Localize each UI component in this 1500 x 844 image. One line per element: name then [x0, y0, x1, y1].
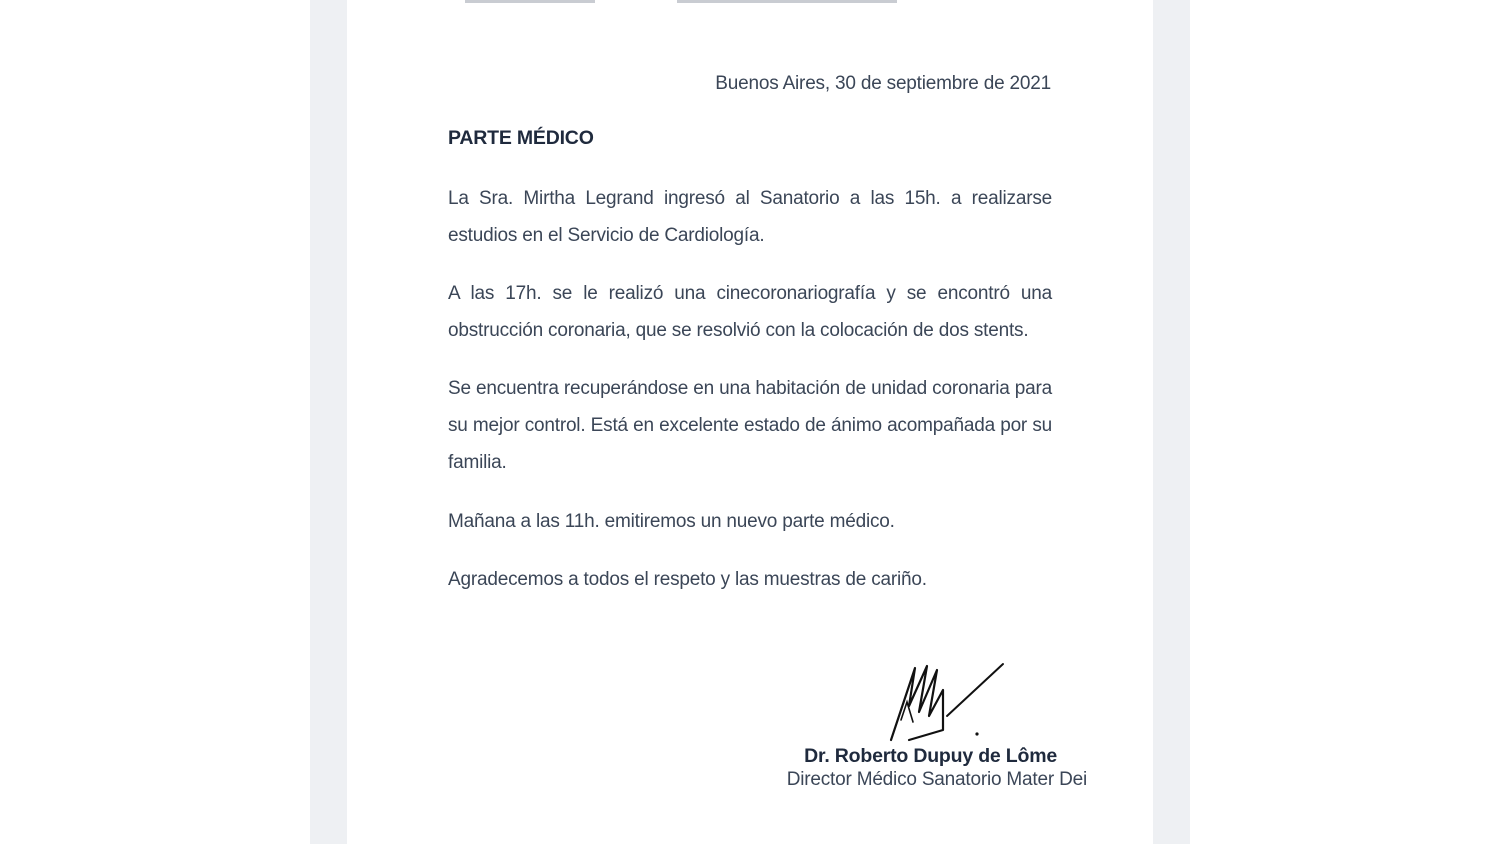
signatory-name: Dr. Roberto Dupuy de Lôme	[804, 745, 1057, 767]
letter-date: Buenos Aires, 30 de septiembre de 2021	[715, 73, 1051, 94]
paragraph: A las 17h. se le realizó una cinecoronariografía y se encontró una obstrucción coronaria, que se resolvió con la colocación de dos stents.	[448, 283, 1052, 341]
letterhead-remnant	[677, 0, 897, 3]
paragraph: Se encuentra recuperándose en una habitación de unidad coronaria para su mejor control. Está en excelente estado de ánimo acompañada por su familia.	[448, 378, 1052, 473]
paragraph: La Sra. Mirtha Legrand ingresó al Sanatorio a las 15h. a realizarse estudios en el Servicio de Cardiología.	[448, 188, 1052, 246]
letterhead-remnant	[465, 0, 595, 3]
handwritten-signature	[885, 660, 1015, 744]
paragraph: Agradecemos a todos el respeto y las muestras de cariño.	[448, 569, 927, 590]
letter-heading: PARTE MÉDICO	[448, 127, 594, 149]
signatory-title: Director Médico Sanatorio Mater Dei	[786, 769, 1087, 790]
letter-sheet	[347, 0, 1153, 844]
paragraph: Mañana a las 11h. emitiremos un nuevo parte médico.	[448, 511, 895, 532]
